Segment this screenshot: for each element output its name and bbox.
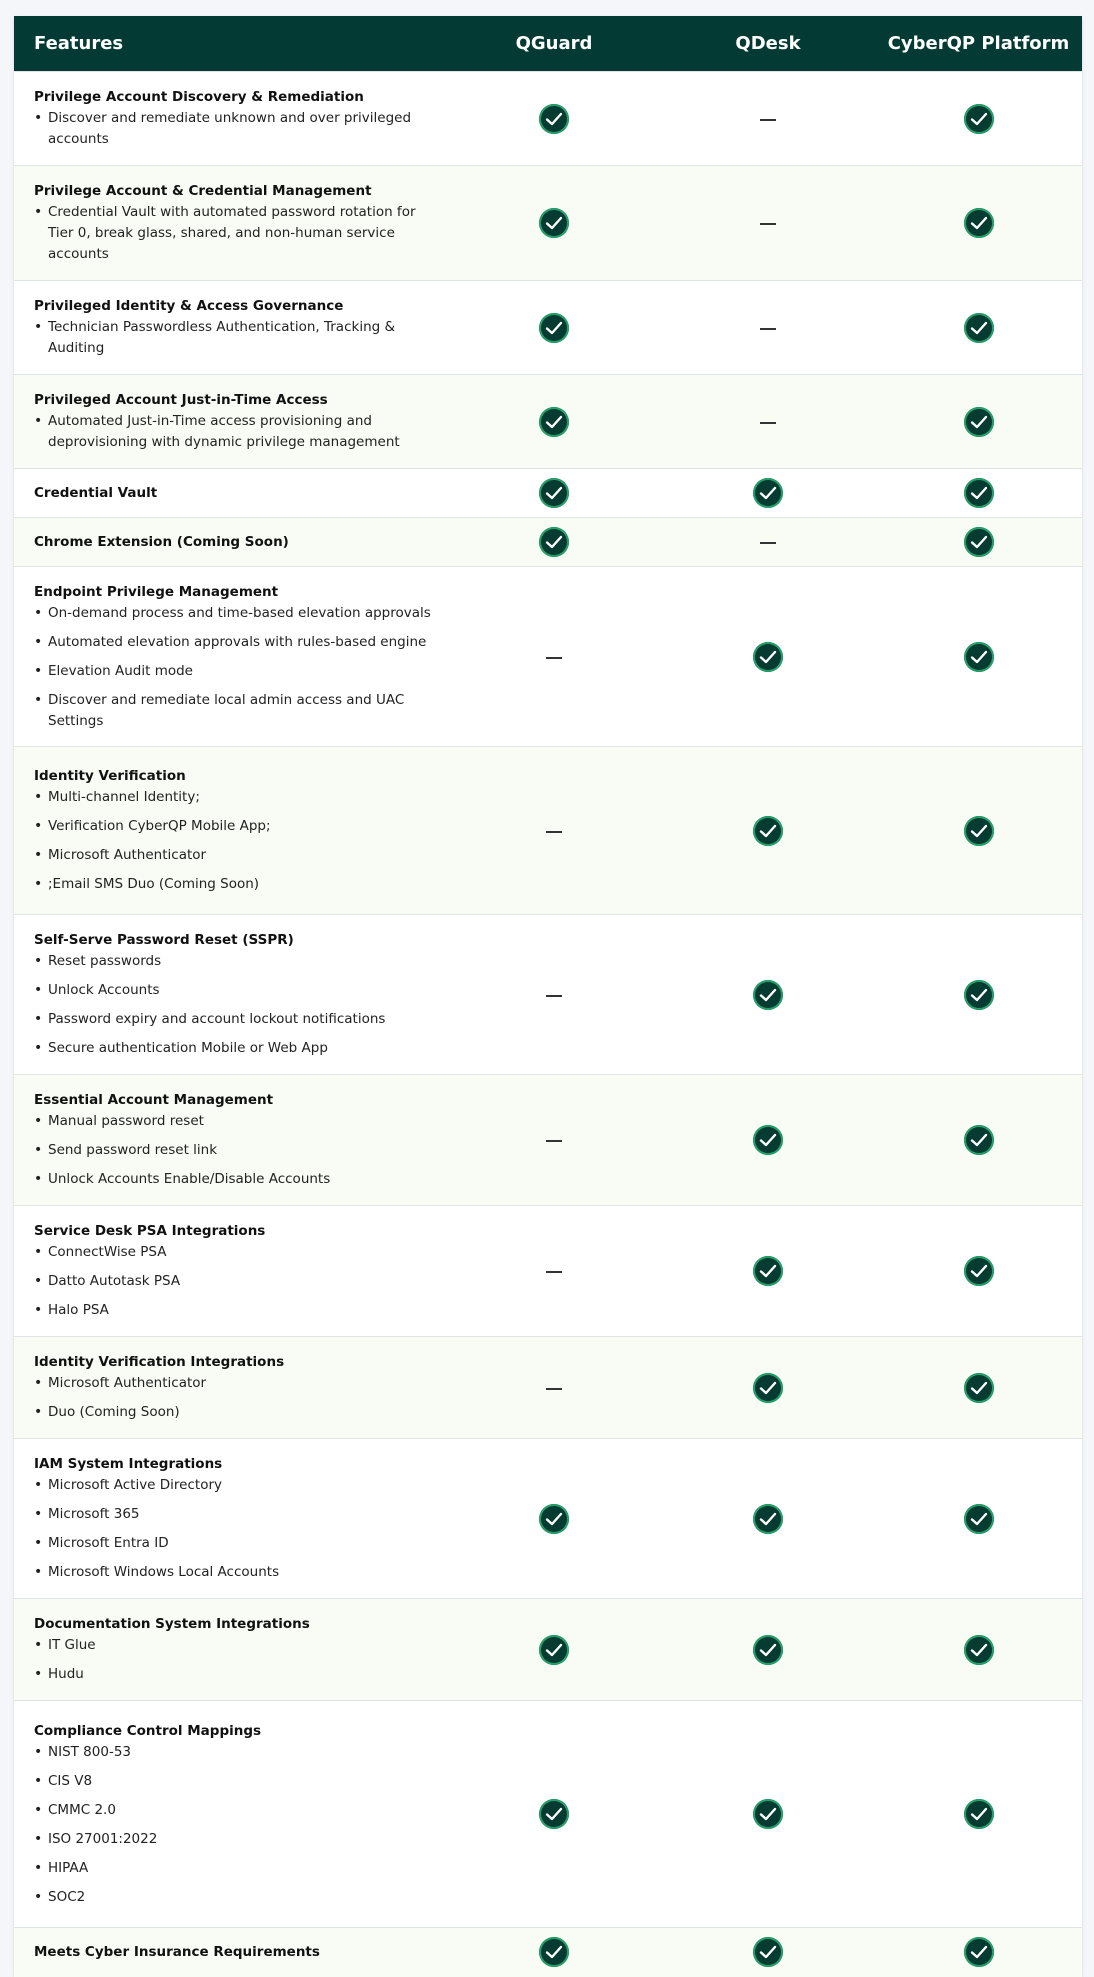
feature-bullet: • Verification CyberQP Mobile App; (34, 816, 433, 837)
feature-cell (14, 1701, 447, 1928)
feature-cell (14, 281, 447, 375)
table-row (14, 166, 1082, 281)
dash-icon (760, 422, 776, 424)
feature-bullet: • Microsoft Authenticator (34, 1373, 433, 1394)
qguard-column-header: QGuard (447, 16, 661, 72)
check-icon (964, 642, 994, 672)
check-icon (539, 1937, 569, 1967)
check-icon (539, 1799, 569, 1829)
qguard-cell (447, 567, 661, 747)
feature-cell (14, 915, 447, 1075)
table-row (14, 1075, 1082, 1206)
feature-bullet-list (34, 202, 433, 265)
qdesk-cell (661, 1337, 875, 1439)
feature-cell (14, 375, 447, 469)
table-row (14, 1701, 1082, 1928)
feature-title: Compliance Control Mappings (34, 1722, 262, 1739)
table-row (14, 518, 1082, 567)
feature-bullet: • Discover and remediate local admin access and UAC Settings (34, 690, 433, 732)
feature-bullet-list (34, 603, 433, 732)
check-icon (753, 642, 783, 672)
feature-bullet: • Microsoft Active Directory (34, 1475, 433, 1496)
check-icon (753, 1256, 783, 1286)
dash-icon (760, 542, 776, 544)
feature-cell (14, 469, 447, 518)
cyberqp-platform-cell (875, 1599, 1082, 1701)
check-icon (964, 1937, 994, 1967)
feature-bullet: • Multi-channel Identity; (34, 787, 433, 808)
qdesk-cell (661, 567, 875, 747)
cyberqp-platform-cell (875, 72, 1082, 166)
check-icon (964, 1256, 994, 1286)
feature-bullet-list (34, 1242, 433, 1321)
feature-bullet-list (34, 108, 433, 150)
cyberqp-platform-cell (875, 915, 1082, 1075)
cyberqp-platform-cell (875, 1701, 1082, 1928)
feature-bullet: • CIS V8 (34, 1771, 433, 1792)
check-icon (753, 478, 783, 508)
cyberqp-platform-cell (875, 281, 1082, 375)
cyberqp-platform-cell (875, 1337, 1082, 1439)
qguard-cell (447, 281, 661, 375)
check-icon (753, 1799, 783, 1829)
cyberqp-platform-cell (875, 518, 1082, 567)
qdesk-cell (661, 1206, 875, 1337)
check-icon (964, 104, 994, 134)
check-icon (539, 208, 569, 238)
feature-cell (14, 1206, 447, 1337)
qdesk-cell (661, 1439, 875, 1599)
feature-bullet: • ConnectWise PSA (34, 1242, 433, 1263)
table-row (14, 375, 1082, 469)
check-icon (964, 816, 994, 846)
feature-cell (14, 1075, 447, 1206)
check-icon (964, 1799, 994, 1829)
feature-cell (14, 166, 447, 281)
feature-bullet-list (34, 1111, 433, 1190)
feature-bullet: • Credential Vault with automated password rotation for Tier 0, break glass, shared, and non-human service accounts (34, 202, 433, 265)
check-icon (964, 1504, 994, 1534)
check-icon (753, 1937, 783, 1967)
qguard-cell (447, 1928, 661, 1977)
table-row (14, 747, 1082, 915)
feature-comparison-table (14, 16, 1082, 1977)
check-icon (539, 407, 569, 437)
qguard-cell (447, 1599, 661, 1701)
qdesk-cell (661, 375, 875, 469)
feature-bullet-list (34, 1635, 433, 1685)
feature-bullet-list (34, 317, 433, 359)
table-body (14, 72, 1082, 1977)
qguard-cell (447, 166, 661, 281)
cyberqp-platform-column-header: CyberQP Platform (875, 16, 1082, 72)
qdesk-cell (661, 1701, 875, 1928)
feature-bullet: • Duo (Coming Soon) (34, 1402, 433, 1423)
check-icon (964, 313, 994, 343)
qdesk-cell (661, 1599, 875, 1701)
dash-icon (546, 1388, 562, 1390)
feature-bullet: • Automated Just-in-Time access provisioning and deprovisioning with dynamic privilege management (34, 411, 433, 453)
check-icon (753, 1373, 783, 1403)
cyberqp-platform-cell (875, 747, 1082, 915)
cyberqp-platform-cell (875, 166, 1082, 281)
feature-bullet-list (34, 1742, 433, 1908)
feature-cell (14, 747, 447, 915)
check-icon (539, 1504, 569, 1534)
feature-bullet: • Unlock Accounts (34, 980, 433, 1001)
check-icon (964, 208, 994, 238)
feature-bullet: • IT Glue (34, 1635, 433, 1656)
feature-bullet: • Password expiry and account lockout notifications (34, 1009, 433, 1030)
feature-bullet-list (34, 411, 433, 453)
feature-title: Privileged Account Just-in-Time Access (34, 392, 328, 408)
feature-title: IAM System Integrations (34, 1456, 223, 1472)
feature-title: Credential Vault (34, 484, 158, 501)
feature-bullet: • On-demand process and time-based elevation approvals (34, 603, 433, 624)
table-row (14, 1439, 1082, 1599)
feature-title: Privilege Account & Credential Management (34, 183, 372, 199)
qdesk-cell (661, 915, 875, 1075)
qdesk-cell (661, 469, 875, 518)
feature-bullet: • Halo PSA (34, 1300, 433, 1321)
table-row (14, 281, 1082, 375)
feature-bullet: • Datto Autotask PSA (34, 1271, 433, 1292)
dash-icon (546, 657, 562, 659)
feature-bullet: • Microsoft Windows Local Accounts (34, 1562, 433, 1583)
feature-bullet: • Manual password reset (34, 1111, 433, 1132)
feature-title: Privileged Identity & Access Governance (34, 298, 344, 314)
feature-title: Essential Account Management (34, 1092, 274, 1108)
qguard-cell (447, 1439, 661, 1599)
feature-title: Privilege Account Discovery & Remediation (34, 89, 364, 105)
check-icon (964, 478, 994, 508)
qguard-cell (447, 72, 661, 166)
table-header (14, 16, 1082, 72)
dash-icon (546, 1140, 562, 1142)
feature-cell (14, 518, 447, 567)
feature-cell (14, 1599, 447, 1701)
table-row (14, 72, 1082, 166)
qguard-cell (447, 469, 661, 518)
feature-bullet-list (34, 1373, 433, 1423)
table-row (14, 567, 1082, 747)
feature-title: Endpoint Privilege Management (34, 583, 279, 600)
feature-title: Identity Verification Integrations (34, 1354, 285, 1370)
check-icon (539, 104, 569, 134)
feature-cell (14, 1928, 447, 1977)
dash-icon (760, 119, 776, 121)
feature-bullet: • Hudu (34, 1664, 433, 1685)
qdesk-cell (661, 166, 875, 281)
dash-icon (546, 831, 562, 833)
qguard-cell (447, 375, 661, 469)
table-row (14, 1337, 1082, 1439)
feature-bullet: • HIPAA (34, 1858, 433, 1879)
feature-title: Identity Verification (34, 768, 186, 784)
table-row (14, 1206, 1082, 1337)
check-icon (964, 1635, 994, 1665)
qguard-cell (447, 915, 661, 1075)
cyberqp-platform-cell (875, 1075, 1082, 1206)
dash-icon (760, 328, 776, 330)
qdesk-cell (661, 1928, 875, 1977)
feature-bullet: • Send password reset link (34, 1140, 433, 1161)
check-icon (964, 527, 994, 557)
feature-cell (14, 72, 447, 166)
check-icon (539, 527, 569, 557)
feature-bullet: • Automated elevation approvals with rules-based engine (34, 632, 433, 653)
qguard-cell (447, 1701, 661, 1928)
check-icon (964, 980, 994, 1010)
qguard-cell (447, 1075, 661, 1206)
feature-bullet: • Unlock Accounts Enable/Disable Accounts (34, 1169, 433, 1190)
check-icon (753, 1635, 783, 1665)
feature-bullet: • Discover and remediate unknown and over privileged accounts (34, 108, 433, 150)
check-icon (753, 1125, 783, 1155)
feature-bullet-list (34, 951, 433, 1059)
cyberqp-platform-cell (875, 375, 1082, 469)
cyberqp-platform-cell (875, 567, 1082, 747)
feature-bullet: • ISO 27001:2022 (34, 1829, 433, 1850)
table-row (14, 915, 1082, 1075)
table-row (14, 469, 1082, 518)
qguard-cell (447, 1206, 661, 1337)
feature-bullet: • Technician Passwordless Authentication, Tracking & Auditing (34, 317, 433, 359)
check-icon (964, 407, 994, 437)
feature-bullet: • NIST 800-53 (34, 1742, 433, 1763)
feature-title: Meets Cyber Insurance Requirements (34, 1943, 320, 1960)
qdesk-cell (661, 281, 875, 375)
feature-comparison-card (14, 16, 1082, 1977)
check-icon (539, 1635, 569, 1665)
qdesk-column-header: QDesk (661, 16, 875, 72)
cyberqp-platform-cell (875, 1206, 1082, 1337)
qdesk-cell (661, 72, 875, 166)
qguard-cell (447, 747, 661, 915)
check-icon (539, 313, 569, 343)
feature-bullet: • Microsoft Authenticator (34, 845, 433, 866)
check-icon (964, 1125, 994, 1155)
feature-bullet: • Elevation Audit mode (34, 661, 433, 682)
dash-icon (546, 1271, 562, 1273)
cyberqp-platform-cell (875, 1439, 1082, 1599)
qdesk-cell (661, 1075, 875, 1206)
feature-bullet: • Microsoft Entra ID (34, 1533, 433, 1554)
feature-title: Self-Serve Password Reset (SSPR) (34, 932, 294, 948)
feature-bullet: • Reset passwords (34, 951, 433, 972)
feature-bullet: • Microsoft 365 (34, 1504, 433, 1525)
feature-title: Documentation System Integrations (34, 1616, 310, 1632)
cyberqp-platform-cell (875, 1928, 1082, 1977)
cyberqp-platform-cell (875, 469, 1082, 518)
qdesk-cell (661, 518, 875, 567)
feature-bullet: • Secure authentication Mobile or Web App (34, 1038, 433, 1059)
feature-bullet-list (34, 787, 433, 895)
feature-bullet: • SOC2 (34, 1887, 433, 1908)
check-icon (964, 1373, 994, 1403)
check-icon (539, 478, 569, 508)
feature-cell (14, 1337, 447, 1439)
features-column-header: Features (14, 16, 447, 72)
feature-cell (14, 1439, 447, 1599)
feature-cell (14, 567, 447, 747)
feature-title: Chrome Extension (Coming Soon) (34, 533, 289, 550)
feature-bullet: • CMMC 2.0 (34, 1800, 433, 1821)
feature-bullet-list (34, 1475, 433, 1583)
qguard-cell (447, 1337, 661, 1439)
check-icon (753, 980, 783, 1010)
qdesk-cell (661, 747, 875, 915)
feature-title: Service Desk PSA Integrations (34, 1223, 266, 1239)
dash-icon (546, 995, 562, 997)
check-icon (753, 816, 783, 846)
feature-bullet: • ;Email SMS Duo (Coming Soon) (34, 874, 433, 895)
table-row (14, 1599, 1082, 1701)
check-icon (753, 1504, 783, 1534)
table-row (14, 1928, 1082, 1977)
qguard-cell (447, 518, 661, 567)
dash-icon (760, 223, 776, 225)
